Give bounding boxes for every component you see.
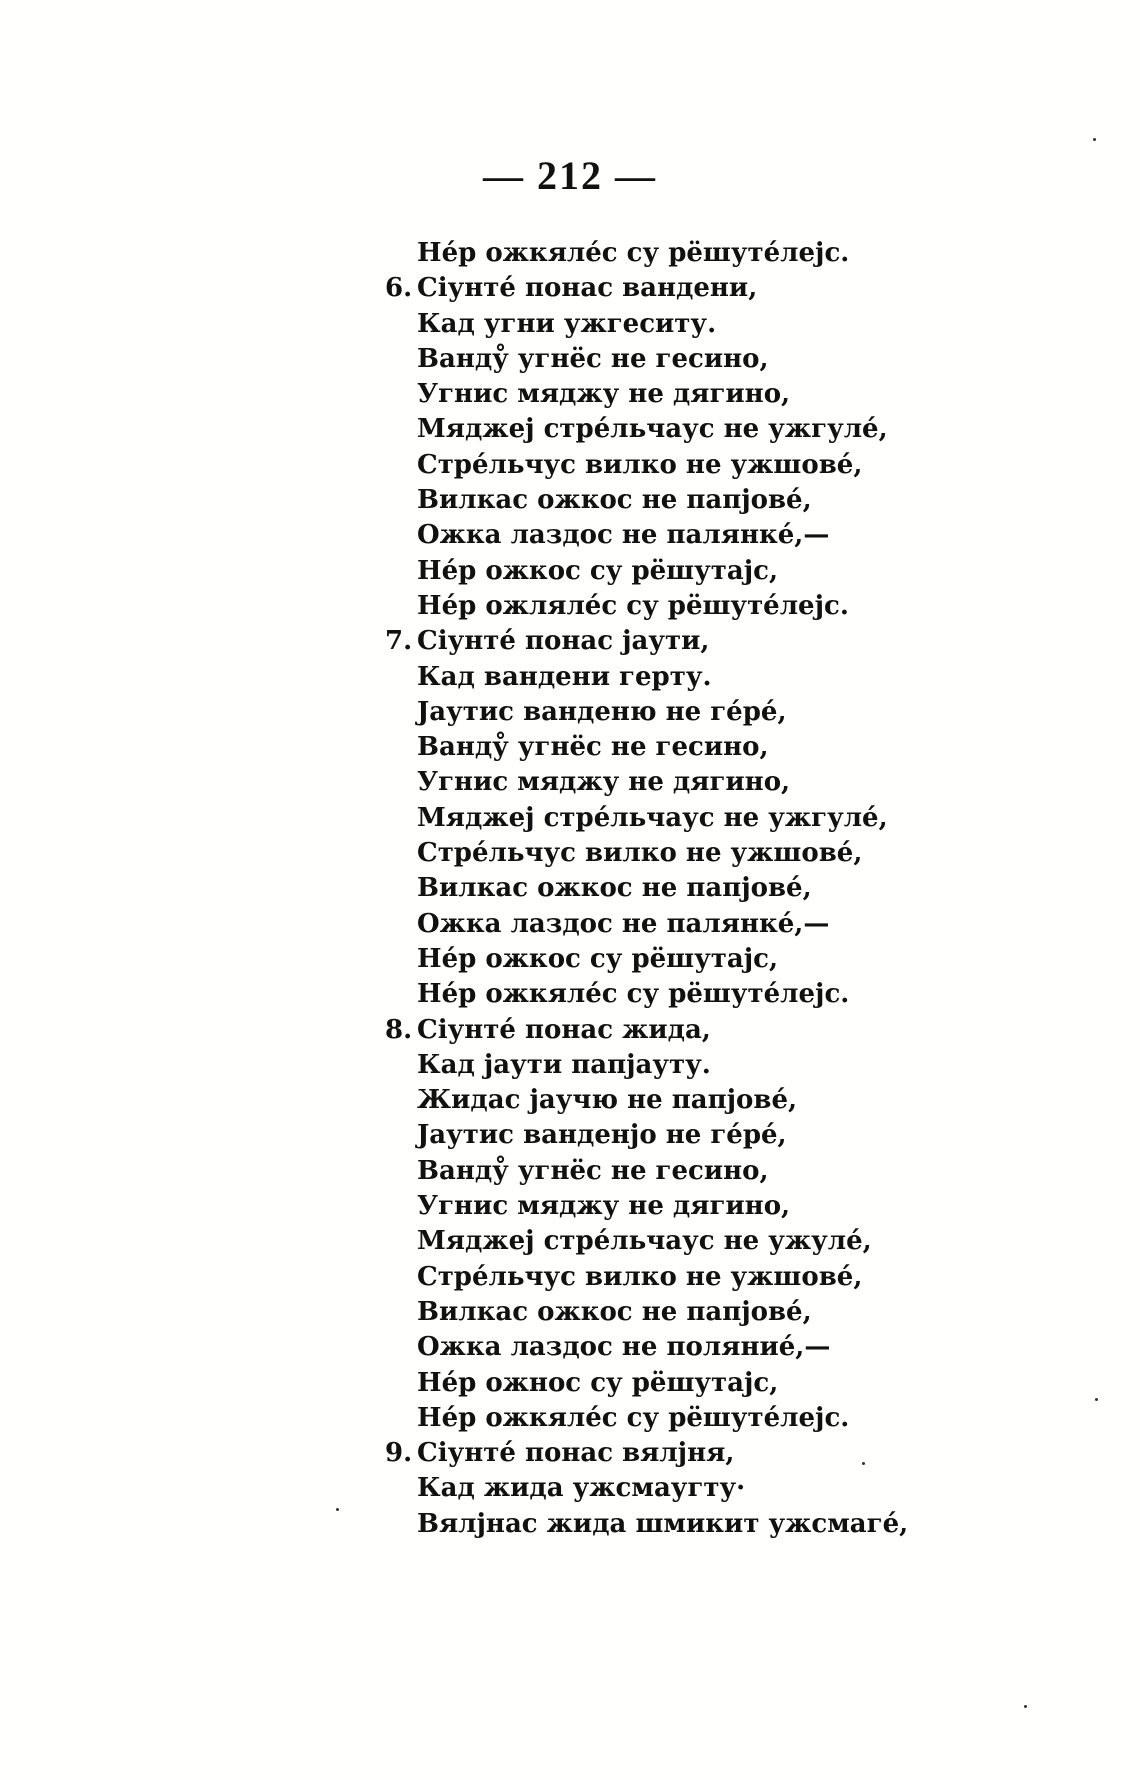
poem-line [385,730,1105,765]
stanza-number: 9. [385,1438,413,1469]
line-text: Не́р ожкяле́с су рёшуте́лејс. [417,979,850,1010]
line-text: Ванду̊ угнёс не гесино, [417,732,769,763]
poem-line [385,342,1105,377]
poem-line [385,1436,1105,1471]
poem-line [385,1330,1105,1365]
poem-line [385,377,1105,412]
poem-line [385,942,1105,977]
poem-line [385,1401,1105,1436]
poem-line [385,1260,1105,1295]
line-text: Јаутис ванденю не ге́ре́, [417,696,787,727]
poem-line [385,1295,1105,1330]
print-speck [336,1508,339,1511]
poem-line [385,236,1105,271]
poem-text [385,236,1105,1542]
line-text: Вилкас ожкос не папјове́, [417,485,812,516]
line-text: Стре́льчус вилко не ужшове́, [417,1261,863,1292]
line-text: Сіунте́ понас вандени, [417,273,758,304]
line-text: Стре́льчус вилко не ужшове́, [417,838,863,869]
poem-line [385,1471,1105,1506]
line-text: Мяджеј стре́льчаус не ужгуле́, [417,802,888,833]
line-text: Мяджеј стре́льчаус не ужуле́, [417,1226,872,1257]
poem-line [385,1083,1105,1118]
poem-line [385,554,1105,589]
poem-line [385,271,1105,306]
line-text: Не́р ожкяле́с су рёшуте́лејс. [417,1402,850,1433]
poem-line [385,518,1105,553]
line-text: Ожка лаздос не палянке́,— [417,520,830,551]
poem-line [385,1154,1105,1189]
poem-line [385,1048,1105,1083]
poem-line [385,871,1105,906]
print-speck [862,1462,865,1465]
line-text: Мяджеј стре́льчаус не ужгуле́, [417,414,888,445]
line-text: Вялјнас жида шмикит ужсмаге́, [417,1508,909,1539]
poem-line [385,907,1105,942]
poem-line [385,448,1105,483]
line-text: Јаутис ванденјо не ге́ре́, [417,1120,787,1151]
line-text: Угнис мяджу не дягино, [417,767,791,798]
line-text: Ожка лаздос не палянке́,— [417,908,830,939]
line-text: Стре́льчус вилко не ужшове́, [417,449,863,480]
line-text: Не́р ожкяле́с су рёшуте́лејс. [417,238,850,268]
poem-line [385,1118,1105,1153]
line-text: Вилкас ожкос не папјове́, [417,1296,812,1327]
poem-line [385,836,1105,871]
poem-line [385,589,1105,624]
line-text: Сіунте́ понас вялјня, [417,1438,735,1469]
line-text: Кад угни ужгеситу. [417,308,717,339]
line-text: Не́р ожляле́с су рёшуте́лејс. [417,590,849,621]
line-text: Кад жида ужсмаугту· [417,1473,746,1504]
poem-line [385,1366,1105,1401]
line-text: Ванду̊ угнёс не гесино, [417,1155,769,1186]
poem-line [385,765,1105,800]
print-speck [1093,138,1096,141]
line-text: Не́р ожкос су рёшутајс, [417,943,779,974]
line-text: Ванду̊ угнёс не гесино, [417,343,769,374]
poem-line [385,977,1105,1012]
poem-line [385,695,1105,730]
line-text: Сіунте́ понас жида, [417,1014,711,1045]
stanza-number: 6. [385,273,413,304]
line-text: Не́р ожкос су рёшутајс, [417,555,779,586]
line-text: Сіунте́ понас јаути, [417,626,710,657]
line-text: Жидас јаучю не папјове́, [417,1085,798,1116]
print-speck [1095,1398,1098,1401]
line-text: Не́р ожнос су рёшутајс, [417,1367,779,1398]
poem-line [385,1189,1105,1224]
line-text: Ожка лаздос не поляние́,— [417,1332,831,1363]
poem-line [385,801,1105,836]
print-speck [1024,1705,1027,1708]
line-text: Угнис мяджу не дягино, [417,379,791,410]
line-text: Угнис мяджу не дягино, [417,1191,791,1222]
poem-line [385,307,1105,342]
stanza-number: 8. [385,1014,413,1045]
line-text: Кад јаути папјауту. [417,1049,711,1080]
poem-line [385,1507,1105,1542]
line-text: Кад вандени герту. [417,661,712,692]
poem-line [385,1224,1105,1259]
page-number: — 212 — [483,153,657,198]
poem-line [385,483,1105,518]
poem-line [385,412,1105,447]
poem-line [385,1013,1105,1048]
line-text: Вилкас ожкос не папјове́, [417,873,812,904]
stanza-number: 7. [385,626,413,657]
poem-line [385,624,1105,659]
poem-line [385,660,1105,695]
